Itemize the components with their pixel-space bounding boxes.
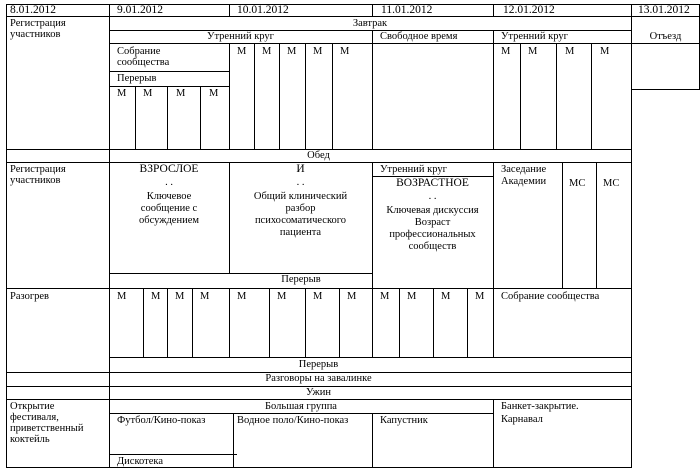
- skit-label: Капустник: [380, 415, 428, 426]
- rule: [229, 43, 230, 149]
- morning-circle-label: Утренний круг: [380, 164, 447, 175]
- discussion-label: Ключевая дискуссия: [386, 205, 479, 216]
- date-2: 9.01.2012: [117, 4, 163, 16]
- morning-circle-label: Утренний круг: [207, 31, 274, 42]
- rule: [399, 288, 400, 358]
- rule: [372, 4, 373, 17]
- break-label: Перерыв: [298, 359, 339, 370]
- dots: . .: [296, 177, 305, 188]
- rule: [467, 288, 468, 358]
- rule: [109, 86, 229, 87]
- talks-label: Разговоры на завалинке: [265, 373, 372, 384]
- m-cell: М: [151, 291, 161, 302]
- keynote-label: обсуждением: [138, 215, 200, 226]
- date-5: 12.01.2012: [503, 4, 555, 16]
- rule: [631, 4, 632, 468]
- disco-label: Дискотека: [117, 456, 163, 467]
- dots: . .: [165, 177, 173, 188]
- discussion-label: сообществ: [408, 241, 457, 252]
- m-cell: М: [380, 291, 390, 302]
- rule: [433, 288, 434, 358]
- rule: [6, 16, 700, 17]
- rule: [339, 288, 340, 358]
- rule: [556, 43, 557, 149]
- m-cell: М: [176, 88, 186, 99]
- m-cell: М: [200, 291, 210, 302]
- age-label: ВОЗРАСТНОЕ: [396, 177, 469, 189]
- rule: [200, 86, 201, 149]
- breakfast-label: Завтрак: [352, 18, 388, 29]
- rule: [229, 4, 230, 17]
- rule: [493, 30, 494, 149]
- academy-label: Заседание: [501, 164, 547, 175]
- community-meeting-label: Собрание: [117, 46, 161, 57]
- m-cell: М: [347, 291, 357, 302]
- m-cell: М: [313, 291, 323, 302]
- rule: [305, 288, 306, 358]
- rule: [109, 357, 631, 358]
- mc-cell: МС: [569, 178, 586, 189]
- rule: [305, 43, 306, 149]
- rule: [591, 43, 592, 149]
- registration-label: Регистрация: [10, 18, 66, 29]
- m-cell: М: [117, 88, 127, 99]
- opening-label: коктейль: [10, 434, 50, 445]
- m-cell: М: [501, 46, 511, 57]
- m-cell: М: [441, 291, 451, 302]
- rule: [109, 71, 229, 72]
- community-meeting-label: Собрание сообщества: [501, 291, 600, 302]
- rule: [109, 43, 700, 44]
- date-4: 11.01.2012: [381, 4, 433, 16]
- m-cell: М: [340, 46, 350, 57]
- rule: [596, 162, 597, 288]
- departure-label: Отъезд: [649, 31, 682, 42]
- water-polo-label: Водное поло/Кино-показ: [237, 415, 349, 426]
- rule: [167, 288, 168, 358]
- rule: [6, 467, 631, 468]
- opening-label: фестиваля,: [10, 412, 59, 423]
- rule: [372, 413, 373, 468]
- m-cell: М: [600, 46, 610, 57]
- football-label: Футбол/Кино-показ: [117, 415, 206, 426]
- clinical-label: психосоматического: [254, 215, 347, 226]
- rule: [233, 413, 234, 468]
- rule: [493, 4, 494, 17]
- date-6: 13.01.2012: [638, 4, 690, 16]
- lunch-label: Обед: [307, 150, 330, 161]
- rule: [229, 288, 230, 358]
- m-cell: М: [175, 291, 185, 302]
- rule: [6, 399, 631, 400]
- rule: [109, 454, 237, 455]
- m-cell: М: [143, 88, 153, 99]
- keynote-label: сообщение с: [140, 203, 198, 214]
- registration-label: участников: [10, 175, 61, 186]
- m-cell: М: [277, 291, 287, 302]
- m-cell: М: [262, 46, 272, 57]
- date-3: 10.01.2012: [237, 4, 289, 16]
- rule: [493, 399, 494, 468]
- discussion-label: Возраст: [414, 217, 451, 228]
- m-cell: М: [528, 46, 538, 57]
- rule: [269, 288, 270, 358]
- rule: [109, 413, 493, 414]
- rule: [372, 30, 373, 149]
- m-cell: М: [237, 46, 247, 57]
- m-cell: М: [565, 46, 575, 57]
- m-cell: М: [209, 88, 219, 99]
- clinical-label: Общий клинический: [253, 191, 348, 202]
- mc-cell: МС: [603, 178, 620, 189]
- rule: [254, 43, 255, 149]
- community-meeting-label: сообщества: [117, 57, 170, 68]
- m-cell: М: [287, 46, 297, 57]
- m-cell: М: [475, 291, 485, 302]
- banquet-label: Банкет-закрытие.: [501, 401, 579, 412]
- clinical-label: разбор: [285, 203, 316, 214]
- rule: [167, 86, 168, 149]
- m-cell: М: [237, 291, 247, 302]
- m-cell: М: [117, 291, 127, 302]
- rule: [6, 288, 631, 289]
- keynote-label: Ключевое: [146, 191, 192, 202]
- m-cell: М: [313, 46, 323, 57]
- discussion-label: профессиональных: [389, 229, 476, 240]
- morning-circle-label-2: Утренний круг: [501, 31, 568, 42]
- date-1: 8.01.2012: [10, 4, 56, 16]
- rule: [143, 288, 144, 358]
- warmup-label: Разогрев: [10, 291, 50, 302]
- rule: [332, 43, 333, 149]
- rule: [562, 162, 563, 288]
- clinical-label: пациента: [279, 227, 322, 238]
- adult-label: ВЗРОСЛОЕ: [139, 163, 199, 175]
- academy-label: Академии: [501, 176, 547, 187]
- rule: [6, 162, 631, 163]
- rule: [6, 4, 700, 5]
- break-label: Перерыв: [281, 274, 321, 285]
- opening-label: Открытие: [10, 401, 55, 412]
- rule: [631, 89, 700, 90]
- banquet-label: Карнавал: [501, 414, 543, 425]
- dots: . .: [428, 191, 437, 202]
- registration-label: участников: [10, 29, 61, 40]
- and-label: И: [296, 163, 305, 175]
- opening-label: приветственный: [10, 423, 84, 434]
- dinner-label: Ужин: [305, 387, 331, 398]
- rule: [493, 162, 494, 358]
- rule: [279, 43, 280, 149]
- m-cell: М: [407, 291, 417, 302]
- rule: [192, 288, 193, 358]
- rule: [109, 4, 110, 468]
- rule: [135, 86, 136, 149]
- break-label: Перерыв: [117, 73, 157, 84]
- free-time-label: Свободное время: [380, 31, 458, 42]
- big-group-label: Большая группа: [265, 401, 337, 412]
- registration-label: Регистрация: [10, 164, 66, 175]
- rule: [520, 43, 521, 149]
